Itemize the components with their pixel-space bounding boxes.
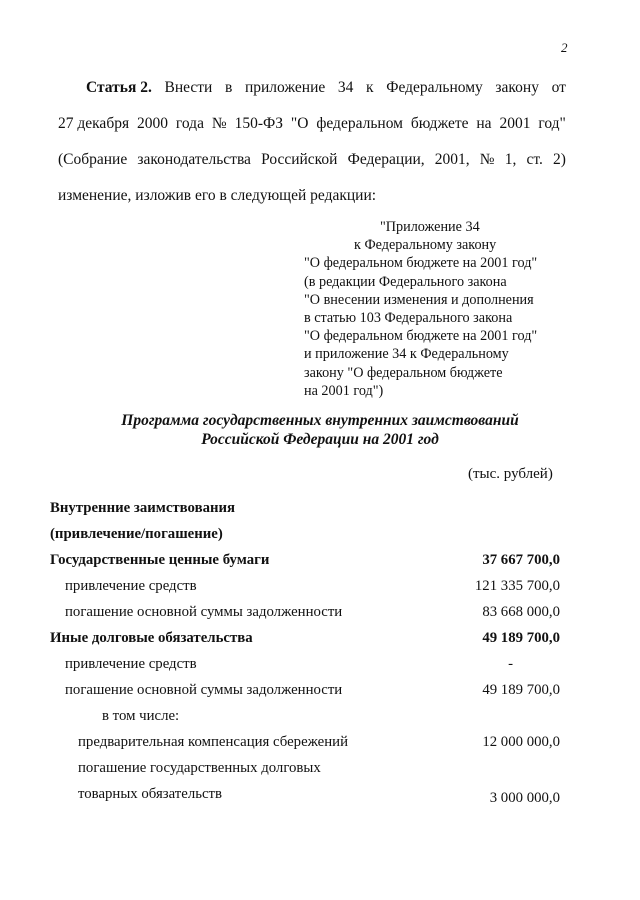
other-obligations-value: 49 189 700,0 — [482, 630, 560, 646]
article-word: год" — [538, 115, 566, 132]
article-line-2 — [58, 115, 566, 133]
article-word: к — [366, 79, 374, 96]
article-number: Статья 2. — [86, 79, 152, 96]
securities-label: Государственные ценные бумаги — [50, 552, 270, 568]
other-repayment-value: 49 189 700,0 — [482, 682, 560, 698]
article-word: Федерации, — [347, 151, 425, 168]
appendix-line: к Федеральному закону — [354, 237, 497, 254]
article-word: ст. — [526, 151, 543, 168]
appendix-line: "О федеральном бюджете на 2001 год" — [304, 328, 538, 345]
appendix-header — [304, 218, 537, 400]
article-word: 2000 — [137, 115, 168, 132]
article-word: Внести — [164, 79, 213, 96]
article-word: 34 — [337, 79, 354, 96]
securities-repayment-label: погашение основной суммы задолженности — [65, 604, 343, 620]
goods-obligations-label-line-1: погашение государственных долговых — [78, 760, 321, 776]
goods-obligations-label-line-2: товарных обязательств — [78, 786, 222, 802]
program-title-line-2: Российской Федерации на 2001 год — [201, 431, 439, 448]
other-repayment-label: погашение основной суммы задолженности — [65, 682, 343, 698]
page-number: 2 — [561, 40, 568, 55]
appendix-line: закону "О федеральном бюджете — [304, 364, 503, 381]
article-word: в — [224, 79, 233, 96]
appendix-line: в статью 103 Федерального закона — [304, 310, 513, 327]
article-word: 150-ФЗ — [234, 115, 283, 132]
article-word: законодательства — [137, 151, 251, 168]
unit-label: (тыс. рублей) — [468, 466, 553, 482]
securities-repayment-value: 83 668 000,0 — [482, 604, 560, 620]
appendix-line: на 2001 год") — [304, 382, 384, 399]
article-word: (Собрание — [58, 151, 128, 168]
other-attraction-value: - — [508, 656, 513, 672]
appendix-line: "Приложение 34 — [380, 219, 480, 235]
article-word: приложение — [244, 79, 326, 96]
program-title — [0, 411, 640, 449]
article-word: 2001, — [434, 151, 470, 168]
article-word: Федеральному — [386, 79, 483, 96]
article-word: закону — [495, 79, 539, 96]
article-word: "О — [290, 115, 309, 132]
securities-attraction-label: привлечение средств — [65, 578, 197, 594]
appendix-line: и приложение 34 к Федеральному — [304, 346, 509, 363]
article-word: федеральном — [316, 115, 403, 132]
article-line-4: изменение, изложив его в следующей редакции: — [58, 187, 377, 204]
table-heading-line-2: (привлечение/погашение) — [50, 526, 223, 542]
compensation-label: предварительная компенсация сбережений — [78, 734, 348, 750]
article-word: года — [175, 115, 204, 132]
table-heading-line-1: Внутренние заимствования — [50, 500, 236, 516]
article-word: 2) — [552, 151, 566, 168]
article-word: № — [211, 115, 227, 132]
securities-attraction-value: 121 335 700,0 — [474, 578, 560, 594]
including-label: в том числе: — [102, 708, 180, 724]
article-word: 27 декабря — [58, 115, 130, 132]
program-title-line-1: Программа государственных внутренних заимствований — [121, 412, 519, 429]
article-word: 1, — [504, 151, 517, 168]
article-line-3 — [58, 151, 566, 169]
article-line-1 — [86, 79, 566, 97]
other-attraction-label: привлечение средств — [65, 656, 197, 672]
appendix-line: "О федеральном бюджете на 2001 год" — [304, 255, 538, 272]
article-word: 2001 — [499, 115, 531, 132]
article-word: от — [551, 79, 566, 96]
appendix-line: (в редакции Федерального закона — [304, 273, 507, 290]
goods-obligations-value: 3 000 000,0 — [489, 790, 560, 806]
securities-value: 37 667 700,0 — [482, 552, 560, 568]
article-word: на — [476, 115, 492, 132]
compensation-value: 12 000 000,0 — [482, 734, 560, 750]
article-word: Российской — [261, 151, 338, 168]
appendix-line: "О внесении изменения и дополнения — [304, 291, 534, 308]
other-obligations-label: Иные долговые обязательства — [50, 630, 253, 646]
article-word: бюджете — [410, 115, 469, 132]
article-word: № — [479, 151, 495, 168]
